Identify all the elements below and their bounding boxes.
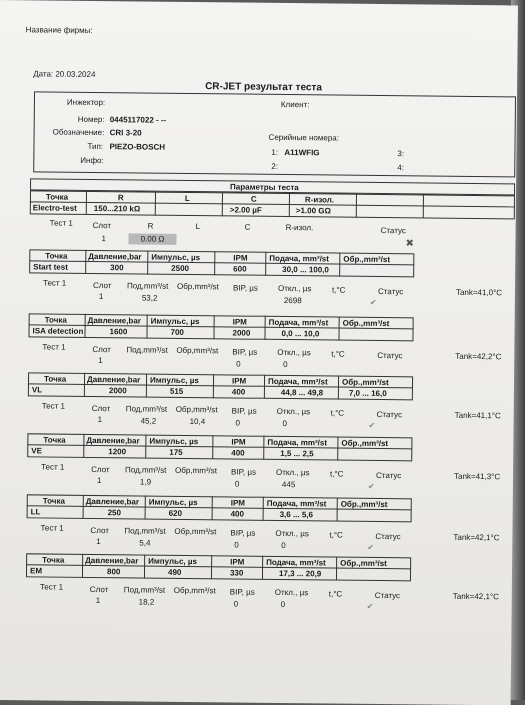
status-pass-icon: ✔ (367, 542, 375, 552)
electro-h-r: R (117, 193, 124, 203)
col-point: Точка (44, 315, 67, 325)
col-ipm: IPM (230, 498, 246, 508)
col-supply: Подача, mm³/st (266, 498, 327, 509)
supply-value: 44,8 ... 49,8 (280, 387, 324, 398)
slot-label: Слот (89, 584, 109, 595)
pulse-value: 490 (167, 567, 182, 577)
sub-supply-label: Под,mm³/st (124, 526, 166, 536)
temp-label: t,°C (329, 530, 343, 540)
col-supply: Подача, mm³/st (266, 557, 326, 568)
sub-supply-value: 45,2 (140, 416, 157, 426)
electro-h-point: Точка (45, 192, 69, 202)
slot-value: 1 (98, 356, 103, 366)
dev-label: Откл., µs (277, 347, 311, 358)
col-pressure: Давление,bar (88, 251, 142, 262)
temp-label: t,°C (330, 408, 345, 418)
slot-label: Слот (92, 280, 112, 291)
sub-return-label: Обр,mm³/st (175, 404, 218, 415)
sub-supply-label: Под,mm³/st (125, 404, 168, 414)
sub-return-label: Обр,mm³/st (176, 345, 219, 356)
serial-3-label: 3: (397, 149, 405, 159)
slot-label: Слот (92, 344, 111, 355)
col-ipm: IPM (231, 376, 247, 386)
slot-label: Слот (91, 464, 110, 475)
section-name: LL (30, 507, 41, 517)
col-point: Точка (45, 251, 68, 261)
sub-supply-label: Под,mm³/st (126, 345, 168, 355)
serials-label: Серийные номера: (268, 132, 340, 143)
info-label: Инфо: (80, 155, 104, 166)
electro-r-label: R (147, 221, 154, 231)
slot-value: 1 (98, 292, 104, 302)
slot-value: 1 (97, 415, 103, 425)
tank-temp: Tank=42,2°C (455, 351, 502, 362)
supply-value: 17,3 ... 20,9 (278, 568, 322, 579)
dev-label: Откл., µs (277, 283, 312, 294)
col-supply: Подача, mm³/st (269, 253, 329, 264)
type-label: Тип: (87, 141, 104, 152)
temp-label: t,°C (328, 589, 343, 599)
bip-label: BIP, µs (231, 467, 257, 477)
supply-value: 3,6 ... 5,6 (279, 509, 314, 520)
col-ipm: IPM (230, 557, 245, 567)
col-return: Обр.,mm³/st (341, 377, 389, 388)
col-point: Точка (43, 435, 66, 445)
sub-supply-value: 1,9 (139, 477, 152, 487)
report-title: CR-JET результат теста (205, 81, 322, 94)
dev-value: 445 (281, 479, 296, 490)
slot-value: 1 (96, 476, 102, 486)
sub-supply-value: 5,4 (139, 538, 151, 548)
electro-h-l: L (184, 193, 190, 203)
status-label: Статус (375, 531, 401, 542)
tank-temp: Tank=41,1°C (454, 410, 501, 421)
tank-temp: Tank=41,3°C (453, 471, 501, 482)
test-label: Тест 1 (40, 523, 64, 533)
col-pulse: Импульс, µs (150, 316, 200, 327)
col-return: Обр.,mm³/st (340, 499, 388, 510)
col-pulse: Импульс, µs (149, 436, 199, 447)
col-pulse: Импульс, µs (148, 556, 197, 567)
ipm-value: 2000 (232, 328, 251, 338)
sub-return-label: Обр,mm³/st (176, 281, 219, 292)
pulse-value: 175 (169, 447, 183, 457)
injector-label: Инжектор: (66, 97, 106, 108)
serial-2-label: 2: (271, 161, 278, 171)
electro-c-label: C (244, 222, 251, 232)
col-return: Обр.,mm³/st (340, 558, 387, 569)
company-label: Название фирмы: (25, 25, 93, 35)
electro-r-range: 150...210 kΩ (93, 203, 141, 214)
serial-1-label: 1: (271, 147, 279, 157)
col-return: Обр.,mm³/st (341, 438, 389, 449)
dev-value: 0 (280, 599, 286, 610)
col-pressure: Давление,bar (85, 496, 140, 507)
col-pulse: Импульс, µs (151, 252, 201, 263)
dev-label: Откл., µs (275, 528, 309, 539)
sub-return-label: Обр,mm³/st (174, 526, 217, 537)
bip-value: 0 (234, 540, 239, 550)
sub-supply-value: 18,2 (138, 597, 155, 607)
bip-value: 0 (236, 359, 241, 369)
dev-label: Откл., µs (274, 587, 309, 598)
test-label: Тест 1 (42, 278, 67, 288)
col-point: Точка (43, 374, 67, 384)
status-label: Статус (377, 286, 404, 297)
col-pressure: Давление,bar (87, 315, 141, 326)
bip-value: 0 (233, 599, 239, 609)
designation-label: Обозначение: (52, 127, 105, 138)
electro-slot-value: 1 (101, 234, 107, 244)
electro-riso-label: R-изол. (285, 223, 314, 233)
dev-label: Откл., µs (276, 406, 311, 417)
sub-return-value: 10,4 (189, 417, 206, 427)
pressure-value: 250 (107, 508, 122, 518)
slot-value: 1 (96, 537, 101, 547)
col-pressure: Давление,bar (85, 555, 139, 566)
bip-label: BIP, µs (232, 347, 258, 357)
col-supply: Подача, mm³/st (268, 317, 329, 328)
ipm-value: 600 (233, 264, 247, 274)
electro-test-label: Тест 1 (49, 218, 73, 228)
electro-slot-label: Слот (92, 220, 112, 231)
bip-label: BIP, µs (229, 587, 255, 597)
sub-supply-label: Под,mm³/st (123, 585, 166, 595)
sub-supply-label: Под,mm³/st (126, 281, 169, 291)
pressure-value: 1200 (108, 447, 127, 457)
sub-return-label: Обр,mm³/st (173, 585, 216, 596)
col-ipm: IPM (232, 317, 247, 327)
ipm-value: 400 (231, 448, 245, 458)
params-title: Параметры теста (230, 182, 299, 193)
section-name: VL (31, 385, 43, 395)
test-label: Тест 1 (41, 401, 66, 411)
section-name: VE (31, 446, 42, 456)
ipm-value: 400 (230, 509, 245, 519)
tank-temp: Tank=42,1°C (453, 532, 500, 543)
section-name: EM (29, 566, 43, 576)
electro-r-value: 0.00 Ω (128, 233, 176, 245)
test-label: Тест 1 (39, 582, 64, 592)
electro-h-riso: R-изол. (304, 195, 335, 205)
sub-return-label: Обр,mm³/st (175, 465, 218, 476)
dev-value: 0 (281, 540, 286, 551)
serial-1-value: A11WFIG (284, 147, 320, 158)
pressure-value: 1600 (109, 327, 128, 337)
pressure-value: 2000 (108, 386, 127, 396)
bip-value: 0 (234, 479, 240, 489)
section-name: Start test (33, 262, 68, 272)
report-date: Дата: 20.03.2024 (33, 69, 96, 80)
electro-status-label: Статус (380, 225, 406, 236)
col-pressure: Давление,bar (86, 435, 140, 446)
col-pulse: Импульс, µs (149, 375, 199, 386)
electro-c-range: >2.00 µF (229, 205, 262, 215)
tank-temp: Tank=42,1°C (452, 591, 499, 602)
electro-riso-range: >1.00 GΩ (295, 206, 331, 216)
number-label: Номер: (77, 114, 105, 125)
col-point: Точка (42, 496, 65, 506)
section-name: ISA detection (32, 326, 84, 336)
pressure-value: 800 (106, 567, 121, 577)
temp-label: t,°C (331, 349, 345, 359)
test-label: Тест 1 (41, 462, 65, 472)
supply-value: 30,0 ... 100,0 (282, 264, 329, 275)
temp-label: t,°C (331, 285, 346, 295)
pulse-value: 2500 (171, 263, 190, 273)
dev-value: 0 (282, 418, 288, 429)
ipm-value: 330 (229, 568, 244, 578)
status-pass-icon: ✔ (366, 601, 374, 611)
designation-value: CRI 3-20 (109, 128, 142, 138)
col-return: Обр.,mm³/st (342, 318, 390, 329)
electro-l-label: L (195, 222, 201, 232)
status-label: Статус (375, 470, 402, 481)
slot-value: 1 (95, 596, 101, 606)
col-pressure: Давление,bar (86, 374, 141, 385)
sub-supply-label: Под,mm³/st (125, 465, 167, 475)
pulse-value: 700 (170, 327, 184, 337)
supply-value: 0,0 ... 10,0 (281, 328, 320, 339)
col-pulse: Импульс, µs (148, 497, 198, 508)
col-ipm: IPM (231, 437, 246, 447)
temp-label: t,°C (330, 469, 344, 479)
col-ipm: IPM (233, 253, 248, 263)
bip-label: BIP, µs (231, 406, 257, 416)
return-value: 7,0 ... 16,0 (348, 388, 387, 399)
bip-label: BIP, µs (230, 528, 256, 538)
client-label: Клиент: (280, 99, 310, 110)
pulse-value: 515 (169, 386, 184, 396)
dev-label: Откл., µs (276, 467, 310, 478)
status-label: Статус (377, 350, 403, 361)
pulse-value: 620 (168, 508, 183, 518)
status-pass-icon: ✔ (367, 481, 375, 491)
ipm-value: 400 (231, 387, 246, 397)
sub-supply-value: 53,2 (141, 293, 158, 303)
electro-h-c: C (250, 194, 257, 204)
status-fail-icon: ✖ (405, 238, 414, 250)
col-supply: Подача, mm³/st (267, 437, 328, 448)
dev-value: 2698 (283, 295, 302, 306)
status-label: Статус (376, 409, 403, 420)
type-value: PIEZO-BOSCH (109, 142, 166, 152)
electro-name: Electro-test (32, 203, 77, 213)
dev-value: 0 (283, 359, 288, 370)
col-return: Обр.,mm³/st (343, 254, 391, 265)
test-label: Тест 1 (42, 342, 66, 352)
col-supply: Подача, mm³/st (267, 376, 328, 387)
serial-4-label: 4: (397, 163, 404, 173)
slot-label: Слот (91, 403, 111, 414)
supply-value: 1,5 ... 2,5 (280, 448, 314, 459)
bip-label: BIP, µs (232, 283, 258, 293)
col-point: Точка (42, 555, 65, 565)
status-pass-icon: ✔ (368, 420, 376, 430)
number-value: 0445117022 - -- (109, 115, 167, 125)
tank-temp: Tank=41,0°C (455, 287, 503, 298)
pressure-value: 300 (110, 263, 124, 273)
slot-label: Слот (90, 525, 109, 536)
status-label: Статус (374, 590, 401, 601)
bip-value: 0 (235, 418, 241, 428)
status-pass-icon: ✔ (369, 297, 377, 307)
